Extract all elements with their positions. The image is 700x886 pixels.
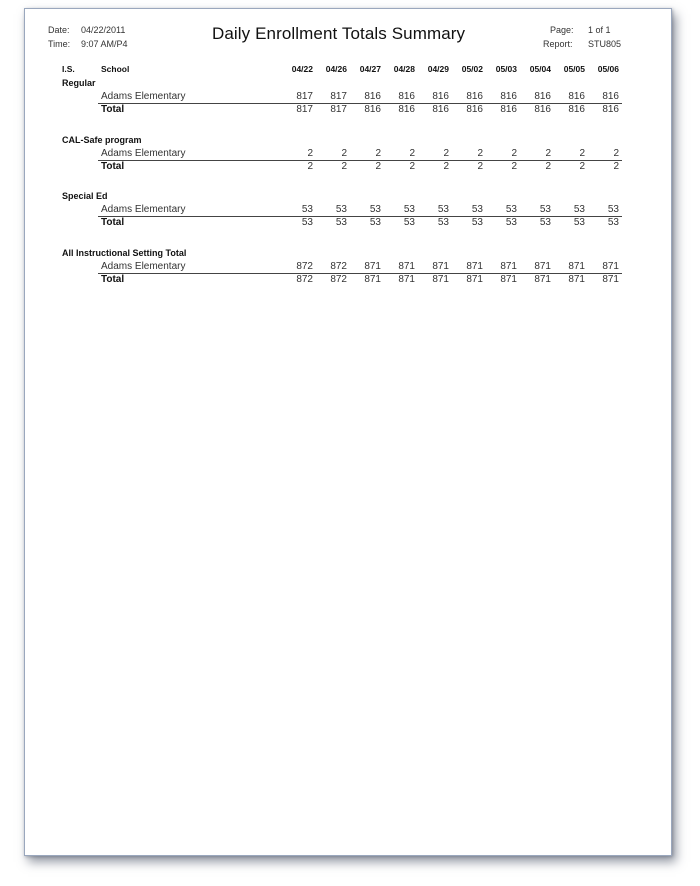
col-header-date: 05/06	[597, 64, 619, 74]
enrollment-value: 871	[432, 261, 449, 272]
total-value: 871	[364, 274, 381, 285]
total-value: 871	[602, 274, 619, 285]
total-value: 2	[511, 161, 517, 172]
enrollment-value: 2	[545, 148, 551, 159]
enrollment-value: 53	[539, 204, 551, 215]
col-header-date: 04/26	[325, 64, 347, 74]
enrollment-value: 816	[466, 91, 483, 102]
total-value: 53	[369, 217, 381, 228]
page-value: 1 of 1	[588, 25, 611, 35]
enrollment-value: 2	[579, 148, 585, 159]
total-value: 816	[500, 104, 517, 115]
total-value: 872	[296, 274, 313, 285]
total-label: Total	[101, 217, 125, 228]
enrollment-value: 53	[403, 204, 415, 215]
enrollment-value: 871	[568, 261, 585, 272]
enrollment-value: 53	[369, 204, 381, 215]
report-label: Report:	[543, 39, 573, 49]
total-label: Total	[101, 274, 125, 285]
col-header-date: 05/03	[495, 64, 517, 74]
total-value: 816	[432, 104, 449, 115]
enrollment-value: 872	[296, 261, 313, 272]
col-header-school: School	[101, 64, 130, 74]
enrollment-value: 2	[477, 148, 483, 159]
report-page	[24, 8, 672, 856]
enrollment-value: 2	[511, 148, 517, 159]
enrollment-value: 817	[330, 91, 347, 102]
total-value: 871	[432, 274, 449, 285]
enrollment-value: 2	[307, 148, 313, 159]
school-name: Adams Elementary	[101, 91, 186, 102]
enrollment-value: 871	[364, 261, 381, 272]
time-value: 9:07 AM/P4	[81, 39, 128, 49]
total-value: 871	[398, 274, 415, 285]
total-value: 2	[443, 161, 449, 172]
col-header-date: 04/27	[359, 64, 381, 74]
school-name: Adams Elementary	[101, 261, 186, 272]
col-header-date: 04/22	[291, 64, 313, 74]
total-value: 53	[403, 217, 415, 228]
enrollment-value: 53	[335, 204, 347, 215]
total-value: 2	[477, 161, 483, 172]
enrollment-value: 871	[602, 261, 619, 272]
col-header-date: 04/28	[393, 64, 415, 74]
section-title: Special Ed	[62, 191, 108, 201]
enrollment-value: 817	[296, 91, 313, 102]
total-value: 872	[330, 274, 347, 285]
enrollment-value: 2	[613, 148, 619, 159]
total-value: 871	[466, 274, 483, 285]
enrollment-value: 816	[364, 91, 381, 102]
total-value: 53	[471, 217, 483, 228]
enrollment-value: 53	[437, 204, 449, 215]
report-title: Daily Enrollment Totals Summary	[212, 24, 466, 43]
total-value: 816	[534, 104, 551, 115]
enrollment-value: 816	[602, 91, 619, 102]
total-value: 2	[409, 161, 415, 172]
enrollment-value: 53	[573, 204, 585, 215]
school-name: Adams Elementary	[101, 204, 186, 215]
enrollment-value: 2	[341, 148, 347, 159]
total-value: 2	[545, 161, 551, 172]
total-value: 2	[579, 161, 585, 172]
col-header-date: 05/04	[529, 64, 551, 74]
enrollment-value: 53	[607, 204, 619, 215]
enrollment-value: 871	[534, 261, 551, 272]
total-value: 871	[568, 274, 585, 285]
total-value: 816	[602, 104, 619, 115]
enrollment-value: 871	[500, 261, 517, 272]
report-value: STU805	[588, 39, 622, 49]
enrollment-value: 816	[568, 91, 585, 102]
col-header-date: 05/02	[461, 64, 483, 74]
total-value: 817	[296, 104, 313, 115]
section-title: CAL-Safe program	[62, 135, 142, 145]
total-label: Total	[101, 161, 125, 172]
enrollment-value: 53	[301, 204, 313, 215]
col-header-date: 05/05	[563, 64, 585, 74]
date-value: 04/22/2011	[81, 25, 126, 35]
time-label: Time:	[48, 39, 71, 49]
total-value: 53	[301, 217, 313, 228]
enrollment-value: 53	[471, 204, 483, 215]
date-label: Date:	[48, 25, 70, 35]
enrollment-value: 2	[409, 148, 415, 159]
enrollment-value: 2	[443, 148, 449, 159]
total-label: Total	[101, 104, 125, 115]
enrollment-value: 53	[505, 204, 517, 215]
total-value: 2	[375, 161, 381, 172]
total-value: 871	[534, 274, 551, 285]
enrollment-value: 816	[398, 91, 415, 102]
school-name: Adams Elementary	[101, 148, 186, 159]
col-header-is: I.S.	[62, 64, 75, 74]
total-value: 816	[364, 104, 381, 115]
total-value: 53	[335, 217, 347, 228]
col-header-date: 04/29	[427, 64, 449, 74]
enrollment-value: 816	[500, 91, 517, 102]
total-value: 53	[539, 217, 551, 228]
enrollment-value: 871	[466, 261, 483, 272]
total-value: 817	[330, 104, 347, 115]
total-value: 53	[437, 217, 449, 228]
total-value: 53	[505, 217, 517, 228]
section-title: Regular	[62, 78, 96, 88]
enrollment-value: 872	[330, 261, 347, 272]
section-title: All Instructional Setting Total	[62, 248, 187, 258]
enrollment-value: 871	[398, 261, 415, 272]
enrollment-value: 816	[432, 91, 449, 102]
enrollment-value: 2	[375, 148, 381, 159]
total-value: 816	[568, 104, 585, 115]
enrollment-value: 816	[534, 91, 551, 102]
total-value: 871	[500, 274, 517, 285]
total-value: 53	[607, 217, 619, 228]
total-value: 2	[341, 161, 347, 172]
total-value: 816	[398, 104, 415, 115]
total-value: 2	[307, 161, 313, 172]
page-label: Page:	[550, 25, 574, 35]
total-value: 2	[613, 161, 619, 172]
total-value: 816	[466, 104, 483, 115]
total-value: 53	[573, 217, 585, 228]
